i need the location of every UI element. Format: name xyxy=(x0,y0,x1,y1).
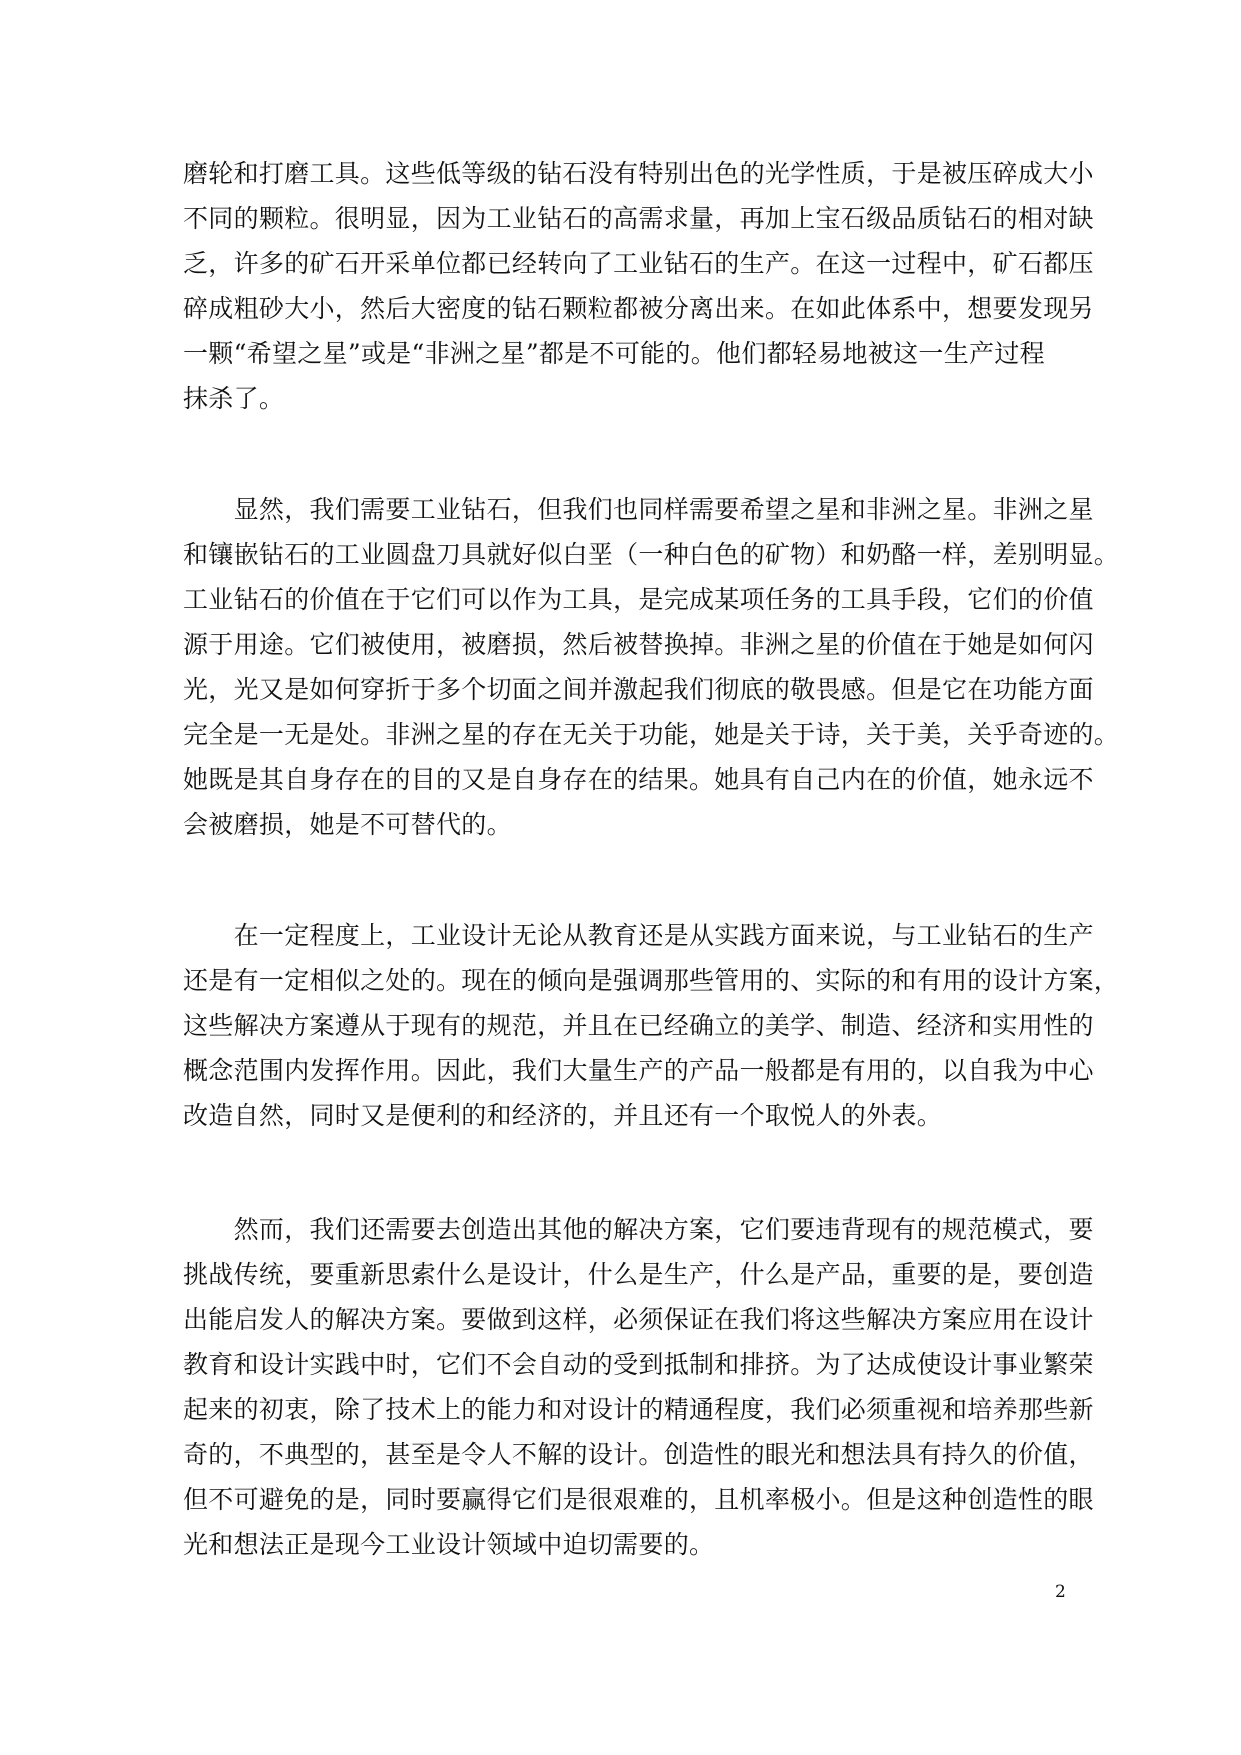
text-line: 显然，我们需要工业钻石，但我们也同样需要希望之星和非洲之星。非洲之星 xyxy=(183,495,1094,524)
text-line: 然而，我们还需要去创造出其他的解决方案，它们要违背现有的规范模式，要 xyxy=(183,1215,1094,1244)
text-line: 会被磨损，她是不可替代的。 xyxy=(183,810,512,839)
text-line: 概念范围内发挥作用。因此，我们大量生产的产品一般都是有用的，以自我为中心 xyxy=(183,1056,1094,1085)
text-line: 起来的初衷，除了技术上的能力和对设计的精通程度，我们必须重视和培养那些新 xyxy=(183,1395,1094,1424)
text-line: 抹杀了。 xyxy=(183,384,285,413)
text-line: 光，光又是如何穿折于多个切面之间并激起我们彻底的敬畏感。但是它在功能方面 xyxy=(183,675,1094,704)
text-line: 还是有一定相似之处的。现在的倾向是强调那些管用的、实际的和有用的设计方案， xyxy=(183,966,1120,995)
text-line: 光和想法正是现今工业设计领域中迫切需要的。 xyxy=(183,1530,715,1559)
text-line: 源于用途。它们被使用，被磨损，然后被替换掉。非洲之星的价值在于她是如何闪 xyxy=(183,630,1094,659)
text-line: 但不可避免的是，同时要赢得它们是很艰难的，且机率极小。但是这种创造性的眼 xyxy=(183,1485,1094,1514)
paragraph-1 xyxy=(183,151,1094,421)
text-line: 改造自然，同时又是便利的和经济的，并且还有一个取悦人的外表。 xyxy=(183,1101,943,1130)
paragraph-3 xyxy=(183,913,1120,1138)
text-line: 碎成粗砂大小，然后大密度的钻石颗粒都被分离出来。在如此体系中，想要发现另 xyxy=(183,294,1094,323)
text-line: 磨轮和打磨工具。这些低等级的钻石没有特别出色的光学性质，于是被压碎成大小 xyxy=(183,159,1094,188)
page-number: 2 xyxy=(1055,1582,1066,1602)
text-line: 工业钻石的价值在于它们可以作为工具，是完成某项任务的工具手段，它们的价值 xyxy=(183,585,1094,614)
text-line: 她既是其自身存在的目的又是自身存在的结果。她具有自己内在的价值，她永远不 xyxy=(183,765,1094,794)
paragraph-2 xyxy=(183,487,1120,847)
text-line: 和镶嵌钻石的工业圆盘刀具就好似白垩（一种白色的矿物）和奶酪一样，差别明显。 xyxy=(183,540,1120,569)
text-line: 在一定程度上，工业设计无论从教育还是从实践方面来说，与工业钻石的生产 xyxy=(183,921,1094,950)
text-line: 奇的，不典型的，甚至是令人不解的设计。创造性的眼光和想法具有持久的价值， xyxy=(183,1440,1094,1469)
text-line: 完全是一无是处。非洲之星的存在无关于功能，她是关于诗，关于美，关乎奇迹的。 xyxy=(183,720,1120,749)
text-line: 乏，许多的矿石开采单位都已经转向了工业钻石的生产。在这一过程中，矿石都压 xyxy=(183,249,1094,278)
text-line: 教育和设计实践中时，它们不会自动的受到抵制和排挤。为了达成使设计事业繁荣 xyxy=(183,1350,1094,1379)
paragraph-4 xyxy=(183,1207,1094,1567)
text-line: 这些解决方案遵从于现有的规范，并且在已经确立的美学、制造、经济和实用性的 xyxy=(183,1011,1094,1040)
text-line: 一颗“希望之星”或是“非洲之星”都是不可能的。他们都轻易地被这一生产过程 xyxy=(183,339,1045,368)
text-line: 挑战传统，要重新思索什么是设计，什么是生产，什么是产品，重要的是，要创造 xyxy=(183,1260,1094,1289)
text-line: 不同的颗粒。很明显，因为工业钻石的高需求量，再加上宝石级品质钻石的相对缺 xyxy=(183,204,1094,233)
text-line: 出能启发人的解决方案。要做到这样，必须保证在我们将这些解决方案应用在设计 xyxy=(183,1305,1094,1334)
